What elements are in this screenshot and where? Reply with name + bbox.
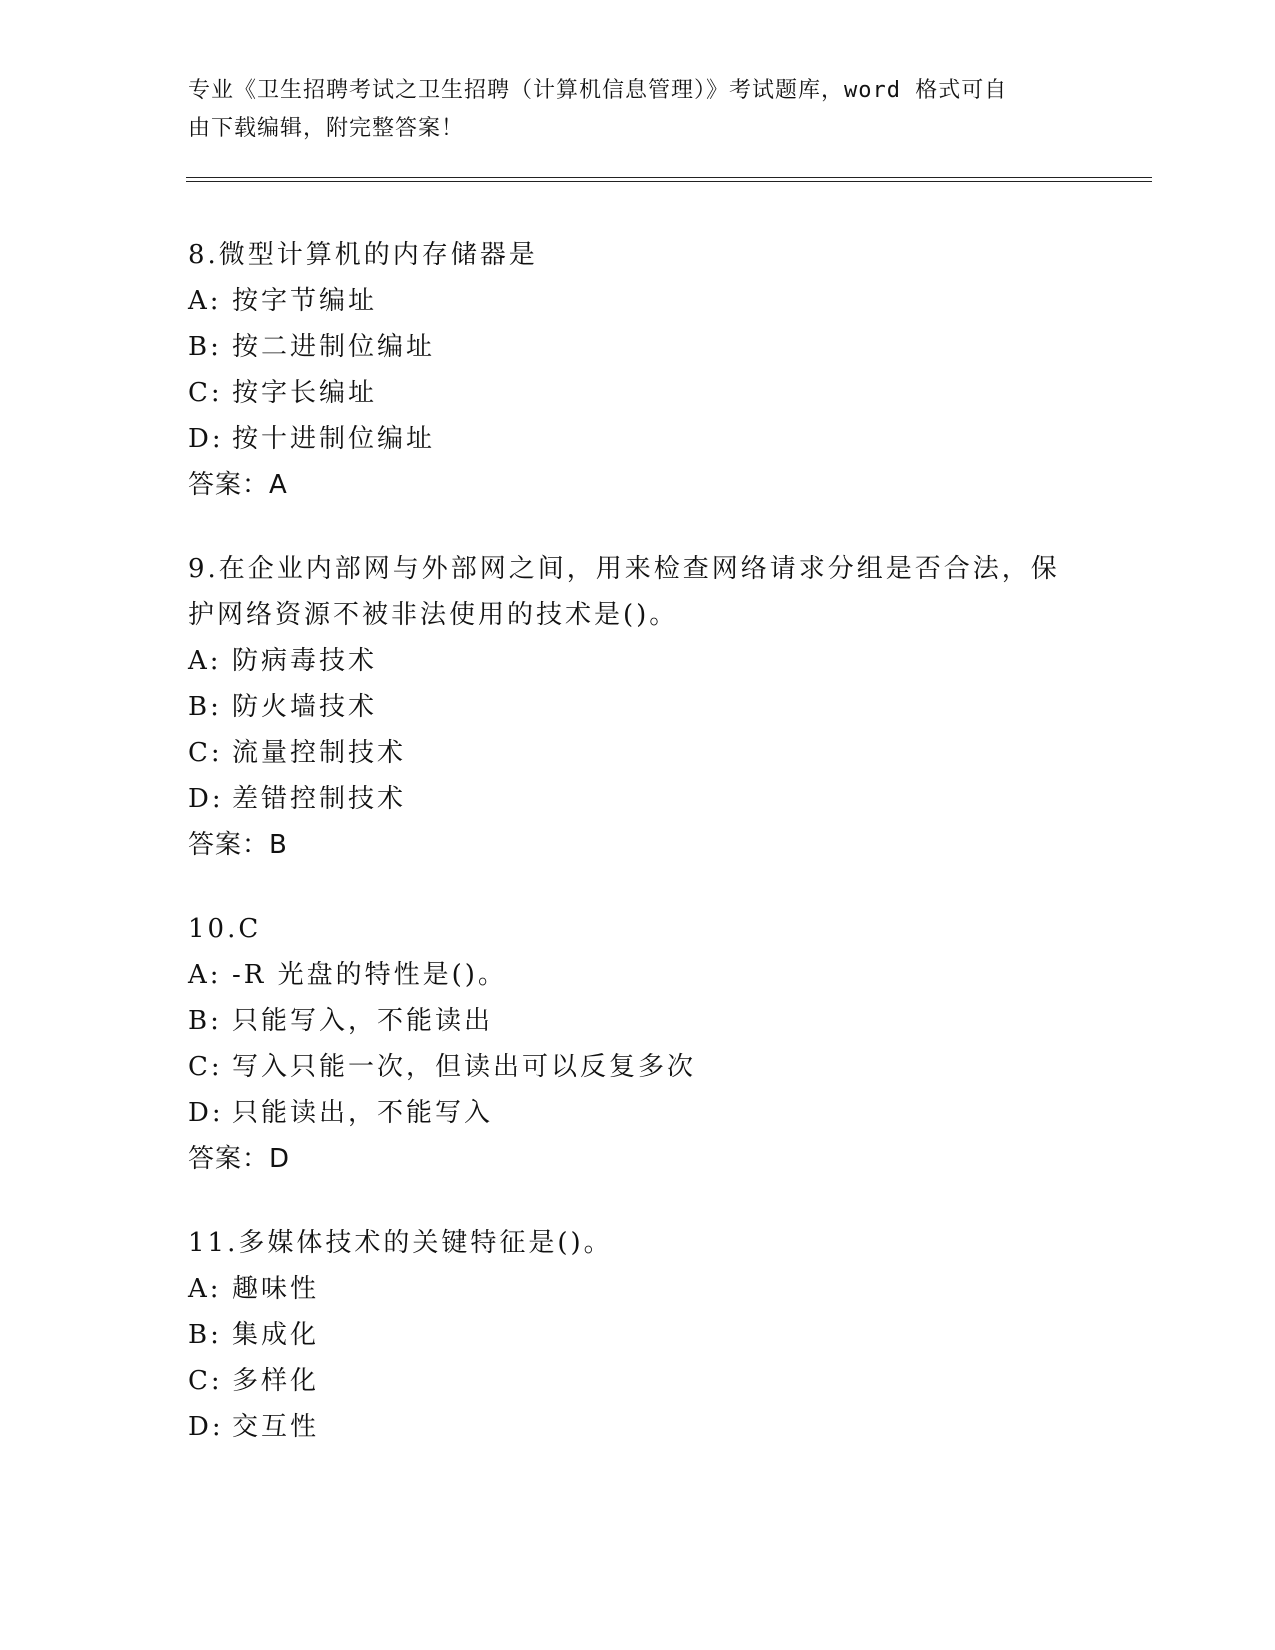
question-stem: 11.多媒体技术的关键特征是()。 bbox=[188, 1228, 613, 1258]
option-letter: B: bbox=[188, 1006, 222, 1036]
header-line-2: 由下载编辑，附完整答案！ bbox=[188, 116, 465, 141]
option-letter: B: bbox=[188, 1320, 222, 1350]
option-letter: B: bbox=[188, 332, 222, 362]
question-10 bbox=[188, 906, 1148, 1182]
option-d bbox=[188, 1090, 1148, 1136]
option-b bbox=[188, 1312, 1148, 1358]
option-text: 按十进制位编址 bbox=[232, 424, 436, 454]
question-11 bbox=[188, 1220, 1148, 1450]
option-text: 防病毒技术 bbox=[232, 646, 378, 676]
option-b bbox=[188, 684, 1148, 730]
option-letter: D: bbox=[188, 784, 224, 814]
option-letter: A: bbox=[188, 960, 222, 990]
question-stem: 8.微型计算机的内存储器是 bbox=[188, 240, 538, 270]
option-letter: D: bbox=[188, 1098, 224, 1128]
option-text: 差错控制技术 bbox=[232, 784, 407, 814]
question-stem: 10.C bbox=[188, 914, 262, 944]
option-text: 按字节编址 bbox=[232, 286, 378, 316]
option-text: 防火墙技术 bbox=[232, 692, 378, 722]
option-text: -R 光盘的特性是()。 bbox=[232, 960, 507, 990]
option-letter: A: bbox=[188, 1274, 222, 1304]
option-d bbox=[188, 416, 1148, 462]
question-8 bbox=[188, 232, 1148, 508]
option-letter: A: bbox=[188, 646, 222, 676]
option-letter: C: bbox=[188, 378, 223, 408]
option-c bbox=[188, 370, 1148, 416]
option-text: 集成化 bbox=[232, 1320, 320, 1350]
question-list bbox=[188, 232, 1148, 1488]
option-a bbox=[188, 952, 1148, 998]
option-a bbox=[188, 278, 1148, 324]
option-c bbox=[188, 1044, 1148, 1090]
option-text: 写入只能一次，但读出可以反复多次 bbox=[232, 1052, 697, 1082]
option-text: 只能读出，不能写入 bbox=[232, 1098, 494, 1128]
option-text: 按二进制位编址 bbox=[232, 332, 436, 362]
option-d bbox=[188, 1404, 1148, 1450]
option-text: 趣味性 bbox=[232, 1274, 320, 1304]
option-letter: C: bbox=[188, 1366, 223, 1396]
question-stem: 9.在企业内部网与外部网之间，用来检查网络请求分组是否合法，保护网络资源不被非法使用的技术是()。 bbox=[188, 554, 1060, 630]
option-d bbox=[188, 776, 1148, 822]
option-letter: D: bbox=[188, 1412, 224, 1442]
answer-line: 答案：B bbox=[188, 830, 288, 860]
option-b bbox=[188, 324, 1148, 370]
option-letter: C: bbox=[188, 738, 223, 768]
option-c bbox=[188, 730, 1148, 776]
option-text: 只能写入，不能读出 bbox=[232, 1006, 494, 1036]
answer-line: 答案：A bbox=[188, 470, 288, 500]
question-9 bbox=[188, 546, 1148, 868]
option-b bbox=[188, 998, 1148, 1044]
option-a bbox=[188, 1266, 1148, 1312]
option-text: 流量控制技术 bbox=[232, 738, 407, 768]
option-text: 多样化 bbox=[232, 1366, 320, 1396]
option-letter: A: bbox=[188, 286, 222, 316]
option-a bbox=[188, 638, 1148, 684]
option-c bbox=[188, 1358, 1148, 1404]
document-header bbox=[188, 72, 1068, 148]
option-text: 交互性 bbox=[232, 1412, 320, 1442]
option-letter: C: bbox=[188, 1052, 223, 1082]
header-double-rule bbox=[186, 177, 1152, 182]
option-text: 按字长编址 bbox=[232, 378, 378, 408]
answer-line: 答案：D bbox=[188, 1144, 291, 1174]
option-letter: D: bbox=[188, 424, 224, 454]
header-line-1: 专业《卫生招聘考试之卫生招聘（计算机信息管理）》考试题库，word 格式可自 bbox=[188, 78, 1008, 103]
option-letter: B: bbox=[188, 692, 222, 722]
